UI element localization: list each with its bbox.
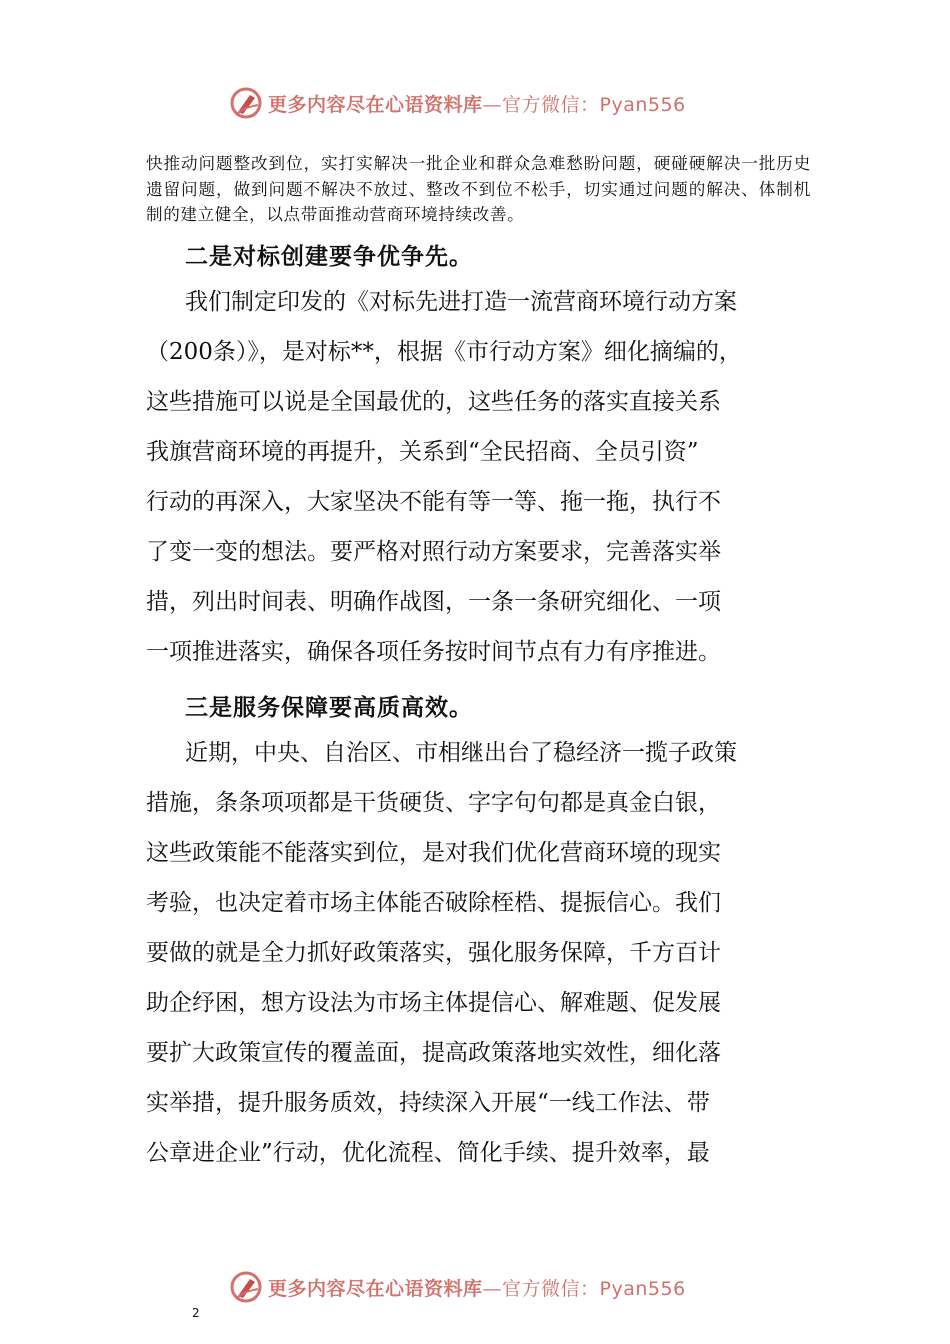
footer-watermark [228, 1267, 748, 1307]
watermark-dash: — [482, 1277, 503, 1300]
section2-line: 措，列出时间表、明确作战图，一条一条研究细化、一项 [146, 589, 721, 615]
watermark-id: Pyan556 [599, 1277, 686, 1300]
section3-line: 措施，条条项项都是干货硬货、字字句句都是真金白银， [146, 790, 721, 816]
section2-line: （200条）》，是对标**，根据《市行动方案》细化摘编的， [146, 339, 742, 365]
intro-paragraph: 快推动问题整改到位，实打实解决一批企业和群众急难愁盼问题，硬碰硬解决一批历史遗留问题，做到问题不解决不放过、整改不到位不松手，切实通过问题的解决、体制机制的建立健全，以点带面推动营商环境持续改善。 [146, 154, 811, 224]
watermark-id: Pyan556 [599, 93, 686, 116]
section3-heading: 三是服务保障要高质高效。 [185, 695, 473, 721]
section3-line: 助企纾困，想方设法为市场主体提信心、解难题、促发展 [146, 990, 721, 1016]
section3-line: 实举措，提升服务质效，持续深入开展“一线工作法、带 [146, 1090, 710, 1116]
watermark-official: 官方微信： [502, 93, 600, 116]
section3-line: 要做的就是全力抓好政策落实，强化服务保障，千方百计 [146, 940, 721, 966]
watermark-text [268, 1274, 686, 1301]
section2-line: 了变一变的想法。要严格对照行动方案要求，完善落实举 [146, 539, 721, 565]
section3-line: 要扩大政策宣传的覆盖面，提高政策落地实效性，细化落 [146, 1040, 721, 1066]
watermark-text [268, 90, 686, 117]
section3-line: 公章进企业”行动，优化流程、简化手续、提升效率，最 [146, 1140, 710, 1166]
watermark-official: 官方微信： [502, 1277, 600, 1300]
section3-line: 考验，也决定着市场主体能否破除桎梏、提振信心。我们 [146, 890, 721, 916]
section2-line: 这些措施可以说是全国最优的，这些任务的落实直接关系 [146, 389, 721, 415]
section2-heading: 二是对标创建要争优争先。 [185, 244, 473, 270]
section2-line: 我旗营商环境的再提升，关系到“全民招商、全员引资” [146, 439, 699, 465]
section2-line: 行动的再深入，大家坚决不能有等一等、拖一拖，执行不 [146, 489, 721, 515]
section3-line: 这些政策能不能落实到位，是对我们优化营商环境的现实 [146, 840, 721, 866]
pen-nib-logo-icon [228, 85, 264, 121]
section3-line: 近期，中央、自治区、市相继出台了稳经济一揽子政策 [185, 740, 737, 766]
page-number: 2 [192, 1306, 200, 1320]
watermark-dash: — [482, 93, 503, 116]
section2-line: 我们制定印发的《对标先进打造一流营商环境行动方案 [185, 289, 737, 315]
watermark-brand: 更多内容尽在心语资料库 [268, 93, 483, 116]
header-watermark [228, 83, 748, 123]
section2-line: 一项推进落实，确保各项任务按时间节点有力有序推进。 [146, 639, 721, 665]
pen-nib-logo-icon [228, 1269, 264, 1305]
watermark-brand: 更多内容尽在心语资料库 [268, 1277, 483, 1300]
